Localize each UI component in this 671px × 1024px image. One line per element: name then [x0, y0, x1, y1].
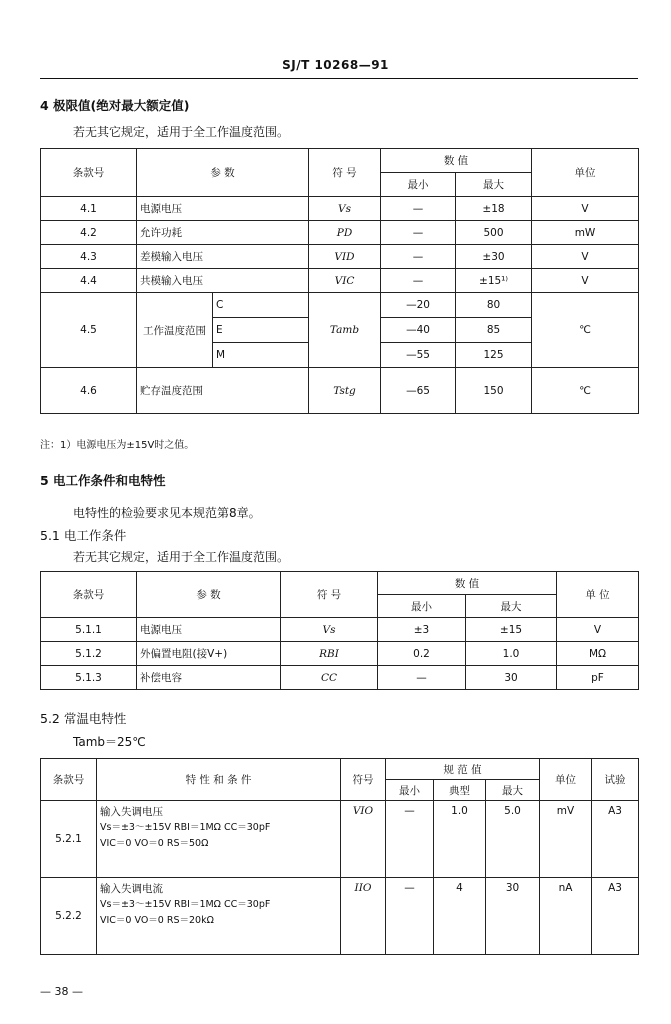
row-min: — [386, 878, 434, 955]
col-typ-header: 典型 [434, 780, 486, 801]
row-param: 允许功耗 [137, 221, 309, 245]
row-unit: ℃ [532, 293, 639, 368]
section-5-1-title: 5.1 电工作条件 [40, 528, 127, 543]
row-max: ±18 [456, 197, 532, 221]
row-unit: mV [540, 801, 592, 878]
row-min: —20 [381, 293, 456, 318]
operating-conditions-table [40, 571, 639, 690]
col-unit-header: 单位 [540, 759, 592, 801]
row-unit: mW [532, 221, 639, 245]
table-row [41, 293, 639, 318]
row-min: 0.2 [378, 642, 466, 666]
row-clause: 4.5 [41, 293, 137, 368]
row-param: 补偿电容 [137, 666, 281, 690]
col-test-header: 试验 [592, 759, 639, 801]
section-5-intro: 电特性的检验要求见本规范第8章。 [73, 506, 261, 520]
table-row [41, 221, 639, 245]
col-clause-header: 条款号 [41, 759, 97, 801]
row-unit: V [532, 269, 639, 293]
document-header: SJ/T 10268—91 [282, 58, 389, 72]
col-min-header: 最小 [381, 173, 456, 197]
col-min-header: 最小 [378, 595, 466, 618]
row-clause: 4.3 [41, 245, 137, 269]
row-unit: V [532, 245, 639, 269]
row-unit: V [532, 197, 639, 221]
row-symbol: PD [309, 221, 381, 245]
table-row [41, 618, 639, 642]
row-test: A3 [592, 801, 639, 878]
page-number: — 38 — [40, 985, 83, 998]
row-max: 30 [486, 878, 540, 955]
col-spec-header: 规 范 值 [386, 759, 540, 780]
col-max-header: 最大 [466, 595, 557, 618]
row-max: ±15 [466, 618, 557, 642]
row-min: — [381, 221, 456, 245]
col-param-header: 参 数 [137, 149, 309, 197]
col-unit-header: 单位 [532, 149, 639, 197]
col-max-header: 最大 [456, 173, 532, 197]
row-param: 电源电压 [137, 197, 309, 221]
col-unit-header: 单 位 [557, 572, 639, 618]
grade-label: C [213, 293, 309, 318]
row-min: —65 [381, 368, 456, 414]
table-row [41, 197, 639, 221]
row-typ: 1.0 [434, 801, 486, 878]
col-symbol-header: 符 号 [309, 149, 381, 197]
row-unit: MΩ [557, 642, 639, 666]
row-unit: ℃ [532, 368, 639, 414]
row-symbol: Vs [281, 618, 378, 642]
col-clause-header: 条款号 [41, 572, 137, 618]
characteristic-condition: VIC＝0 VO＝0 RS＝20kΩ [100, 915, 214, 926]
section-4-intro: 若无其它规定，适用于全工作温度范围。 [73, 125, 290, 139]
row-param: 外偏置电阻(接V+) [137, 642, 281, 666]
row-max: 150 [456, 368, 532, 414]
row-unit: pF [557, 666, 639, 690]
row-min: — [381, 197, 456, 221]
section-5-title: 5 电工作条件和电特性 [40, 473, 166, 488]
col-symbol-header: 符 号 [281, 572, 378, 618]
row-max: ±30 [456, 245, 532, 269]
table-row [41, 642, 639, 666]
table-row [41, 801, 639, 878]
row-param: 贮存温度范围 [137, 368, 309, 414]
section-5-2-condition: Tamb＝25℃ [73, 735, 146, 749]
table-row [41, 666, 639, 690]
row-max: 30 [466, 666, 557, 690]
row-max: 500 [456, 221, 532, 245]
limits-table [40, 148, 639, 414]
row-unit: V [557, 618, 639, 642]
row-clause: 5.2.2 [41, 878, 97, 955]
grade-label: M [213, 343, 309, 368]
row-clause: 5.1.1 [41, 618, 137, 642]
row-min: — [381, 245, 456, 269]
row-symbol: VIO [341, 801, 386, 878]
row-max: 1.0 [466, 642, 557, 666]
characteristic-name: 输入失调电压 [100, 806, 163, 818]
row-max: 5.0 [486, 801, 540, 878]
row-test: A3 [592, 878, 639, 955]
electrical-characteristics-table [40, 758, 639, 955]
row-symbol: Tstg [309, 368, 381, 414]
row-symbol: VIC [309, 269, 381, 293]
row-symbol: CC [281, 666, 378, 690]
row-min: — [378, 666, 466, 690]
row-clause: 4.1 [41, 197, 137, 221]
col-min-header: 最小 [386, 780, 434, 801]
row-characteristic [97, 801, 341, 878]
table-row [41, 368, 639, 414]
col-value-header: 数 值 [378, 572, 557, 595]
table-row [41, 878, 639, 955]
row-unit: nA [540, 878, 592, 955]
row-min: — [386, 801, 434, 878]
row-param: 差模输入电压 [137, 245, 309, 269]
section-5-1-intro: 若无其它规定，适用于全工作温度范围。 [73, 550, 290, 564]
table-row [41, 269, 639, 293]
characteristic-condition: Vs＝±3～±15V RBI＝1MΩ CC＝30pF [100, 899, 271, 910]
row-clause: 5.1.3 [41, 666, 137, 690]
col-value-header: 数 值 [381, 149, 532, 173]
col-param-header: 参 数 [137, 572, 281, 618]
row-param: 共模输入电压 [137, 269, 309, 293]
col-max-header: 最大 [486, 780, 540, 801]
col-clause-header: 条款号 [41, 149, 137, 197]
section-5-2-title: 5.2 常温电特性 [40, 711, 127, 726]
row-min: —40 [381, 318, 456, 343]
row-characteristic [97, 878, 341, 955]
row-symbol: Tamb [309, 293, 381, 368]
row-clause: 4.2 [41, 221, 137, 245]
row-param: 工作温度范围 [137, 293, 213, 368]
characteristic-condition: VIC＝0 VO＝0 RS＝50Ω [100, 838, 209, 849]
row-min: —55 [381, 343, 456, 368]
row-symbol: IIO [341, 878, 386, 955]
characteristic-condition: Vs＝±3～±15V RBI＝1MΩ CC＝30pF [100, 822, 271, 833]
row-min: — [381, 269, 456, 293]
row-symbol: RBI [281, 642, 378, 666]
row-clause: 5.2.1 [41, 801, 97, 878]
row-min: ±3 [378, 618, 466, 642]
row-max: 125 [456, 343, 532, 368]
row-symbol: VID [309, 245, 381, 269]
characteristic-name: 输入失调电流 [100, 883, 163, 895]
row-clause: 4.4 [41, 269, 137, 293]
header-rule [40, 78, 638, 79]
row-max: ±15¹⁾ [456, 269, 532, 293]
row-clause: 5.1.2 [41, 642, 137, 666]
row-typ: 4 [434, 878, 486, 955]
row-clause: 4.6 [41, 368, 137, 414]
col-param-header: 特 性 和 条 件 [97, 759, 341, 801]
section-4-note: 注：1）电源电压为±15V时之值。 [40, 440, 195, 451]
col-symbol-header: 符号 [341, 759, 386, 801]
row-symbol: Vs [309, 197, 381, 221]
grade-label: E [213, 318, 309, 343]
row-param: 电源电压 [137, 618, 281, 642]
row-max: 85 [456, 318, 532, 343]
table-row [41, 245, 639, 269]
section-4-title: 4 极限值(绝对最大额定值) [40, 98, 190, 113]
row-max: 80 [456, 293, 532, 318]
